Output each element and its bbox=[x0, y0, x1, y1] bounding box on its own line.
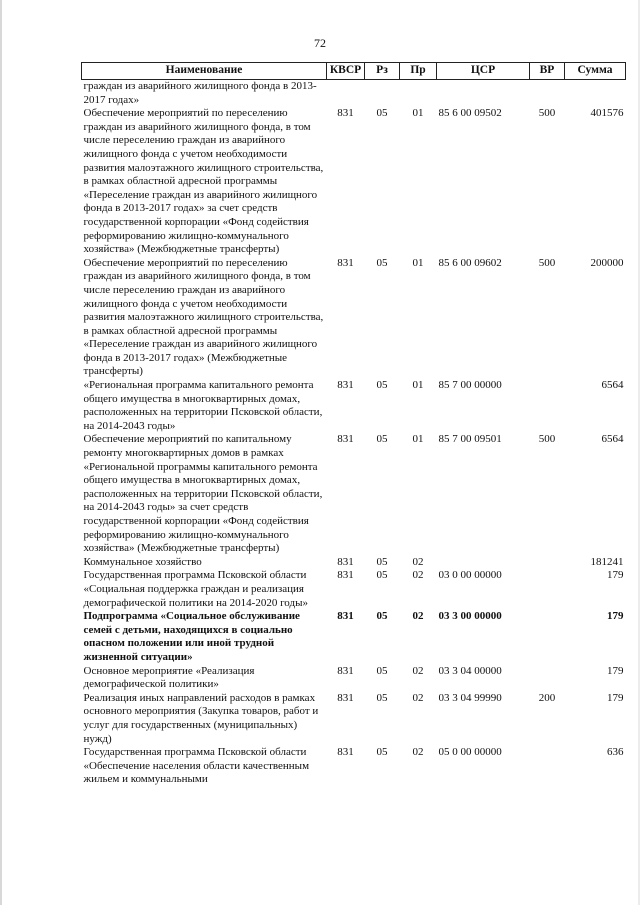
cell-vr: 500 bbox=[538, 107, 556, 120]
table-row bbox=[82, 107, 626, 257]
cell-name: Государственная программа Псковской области «Социальная поддержка граждан и реализация демографической политики на 2014-2020 годы» bbox=[83, 569, 308, 609]
cell-pr: 02 bbox=[412, 555, 424, 568]
cell-csr: 05 0 00 00000 bbox=[438, 746, 502, 759]
cell-pr: 02 bbox=[412, 746, 424, 759]
cell-name: Коммунальное хозяйство bbox=[83, 555, 202, 568]
cell-rz bbox=[365, 80, 400, 108]
cell-csr: 85 7 00 00000 bbox=[438, 379, 502, 392]
cell-vr bbox=[530, 569, 565, 610]
table-row bbox=[82, 257, 626, 379]
cell-rz: 05 bbox=[376, 107, 388, 120]
cell-kvsr: 831 bbox=[337, 433, 354, 446]
cell-sum: 179 bbox=[607, 569, 624, 582]
table-row bbox=[82, 692, 626, 746]
cell-rz: 05 bbox=[376, 379, 388, 392]
cell-kvsr: 831 bbox=[337, 256, 354, 269]
table-header-row bbox=[82, 63, 626, 80]
table-row bbox=[82, 80, 626, 108]
cell-sum: 179 bbox=[607, 664, 624, 677]
cell-rz: 05 bbox=[376, 610, 388, 623]
cell-rz: 05 bbox=[376, 691, 388, 704]
cell-csr: 03 0 00 00000 bbox=[438, 569, 502, 582]
table-row bbox=[82, 746, 626, 787]
cell-rz: 05 bbox=[376, 555, 388, 568]
cell-name: Обеспечение мероприятий по капитальному ремонту многоквартирных домов в рамках «Региональной программы капитального ремонта общего имущества в многоквартирных домах, расположенных на территории Псковской области, на 2014-2043 годы» за счет средств государственной корпорации «Фонд содействия реформированию жилищно-коммунального хозяйства» (Межбюджетные трансферты) bbox=[83, 433, 323, 555]
header-kvsr: КВСР bbox=[327, 63, 365, 80]
cell-name: граждан из аварийного жилищного фонда в 2013-2017 годах» bbox=[83, 80, 317, 106]
cell-csr bbox=[437, 556, 530, 570]
table-row bbox=[82, 379, 626, 433]
page-number: 72 bbox=[314, 36, 326, 50]
cell-kvsr: 831 bbox=[337, 555, 354, 568]
header-pr: Пр bbox=[400, 63, 437, 80]
budget-table bbox=[81, 62, 626, 787]
cell-csr: 85 7 00 09501 bbox=[438, 433, 502, 446]
cell-kvsr: 831 bbox=[337, 746, 354, 759]
cell-rz: 05 bbox=[376, 569, 388, 582]
cell-vr bbox=[530, 80, 565, 108]
cell-name: Обеспечение мероприятий по переселению граждан из аварийного жилищного фонда, в том числе переселению граждан из аварийного жилищного фонда с учетом необходимости развития малоэтажного жилищного строительства, в рамках областной адресной программы «Переселение граждан из аварийного жилищного фонда в 2013-2017 годах» (Межбюджетные трансферты) bbox=[83, 256, 324, 378]
cell-rz: 05 bbox=[376, 433, 388, 446]
cell-sum: 179 bbox=[607, 610, 624, 623]
cell-kvsr: 831 bbox=[337, 664, 354, 677]
header-sum: Сумма bbox=[565, 63, 626, 80]
cell-vr: 200 bbox=[538, 691, 556, 704]
cell-csr: 03 3 04 99990 bbox=[438, 691, 502, 704]
table-body bbox=[82, 80, 626, 787]
cell-csr: 85 6 00 09602 bbox=[438, 256, 502, 269]
cell-pr: 01 bbox=[412, 433, 424, 446]
cell-pr: 02 bbox=[412, 610, 424, 623]
scan-edge-left bbox=[0, 0, 2, 905]
cell-vr: 500 bbox=[538, 433, 556, 446]
cell-csr: 85 6 00 09502 bbox=[438, 107, 502, 120]
cell-pr: 01 bbox=[412, 379, 424, 392]
cell-name: Обеспечение мероприятий по переселению граждан из аварийного жилищного фонда, в том числе переселению граждан из аварийного жилищного фонда с учетом необходимости развития малоэтажного жилищного строительства, в рамках областной адресной программы «Переселение граждан из аварийного жилищного фонда в 2013-2017 годах» за счет средств государственной корпорации «Фонд содействия реформированию жилищно-коммунального хозяйства» (Межбюджетные трансферты) bbox=[83, 107, 324, 256]
cell-vr bbox=[530, 379, 565, 433]
cell-vr: 500 bbox=[538, 256, 556, 269]
cell-kvsr bbox=[327, 80, 365, 108]
cell-pr bbox=[400, 80, 437, 108]
cell-name: Основное мероприятие «Реализация демографической политики» bbox=[83, 664, 255, 691]
cell-name: Реализация иных направлений расходов в рамках основного мероприятия (Закупка товаров, работ и услуг для государственных (муниципальных) нужд) bbox=[83, 691, 319, 745]
header-rz: Рз bbox=[365, 63, 400, 80]
cell-sum: 6564 bbox=[601, 379, 624, 392]
cell-sum: 401576 bbox=[590, 107, 624, 120]
cell-kvsr: 831 bbox=[337, 107, 354, 120]
cell-csr bbox=[437, 80, 530, 108]
cell-sum: 6564 bbox=[601, 433, 624, 446]
cell-name: «Региональная программа капитального ремонта общего имущества в многоквартирных домах, расположенных на территории Псковской области, на 2014-2043 годы» bbox=[83, 379, 323, 432]
table-row bbox=[82, 569, 626, 610]
cell-name: Государственная программа Псковской области «Обеспечение населения области качественным жильем и коммунальными bbox=[83, 746, 310, 786]
cell-sum: 200000 bbox=[590, 256, 624, 269]
cell-csr: 03 3 00 00000 bbox=[438, 610, 502, 623]
cell-pr: 02 bbox=[412, 664, 424, 677]
cell-csr: 03 3 04 00000 bbox=[438, 664, 502, 677]
table-row bbox=[82, 665, 626, 692]
table-row bbox=[82, 556, 626, 570]
cell-pr: 01 bbox=[412, 107, 424, 120]
table-row bbox=[82, 433, 626, 555]
cell-vr bbox=[530, 556, 565, 570]
table-row bbox=[82, 610, 626, 664]
cell-name: Подпрограмма «Социальное обслуживание семей с детьми, находящихся в социально опасном положении или иной трудной жизненной ситуации» bbox=[83, 610, 300, 663]
cell-kvsr: 831 bbox=[337, 569, 354, 582]
cell-sum: 179 bbox=[607, 691, 624, 704]
cell-rz: 05 bbox=[376, 664, 388, 677]
cell-vr bbox=[530, 746, 565, 787]
cell-sum bbox=[565, 80, 626, 108]
header-csr: ЦСР bbox=[437, 63, 530, 80]
cell-kvsr: 831 bbox=[337, 610, 354, 623]
cell-sum: 636 bbox=[607, 746, 624, 759]
cell-pr: 02 bbox=[412, 691, 424, 704]
cell-vr bbox=[530, 610, 565, 664]
cell-pr: 01 bbox=[412, 256, 424, 269]
header-name: Наименование bbox=[82, 63, 327, 80]
cell-kvsr: 831 bbox=[337, 691, 354, 704]
cell-kvsr: 831 bbox=[337, 379, 354, 392]
cell-vr bbox=[530, 665, 565, 692]
cell-rz: 05 bbox=[376, 256, 388, 269]
cell-sum: 181241 bbox=[590, 555, 624, 568]
header-vr: ВР bbox=[530, 63, 565, 80]
cell-rz: 05 bbox=[376, 746, 388, 759]
cell-pr: 02 bbox=[412, 569, 424, 582]
